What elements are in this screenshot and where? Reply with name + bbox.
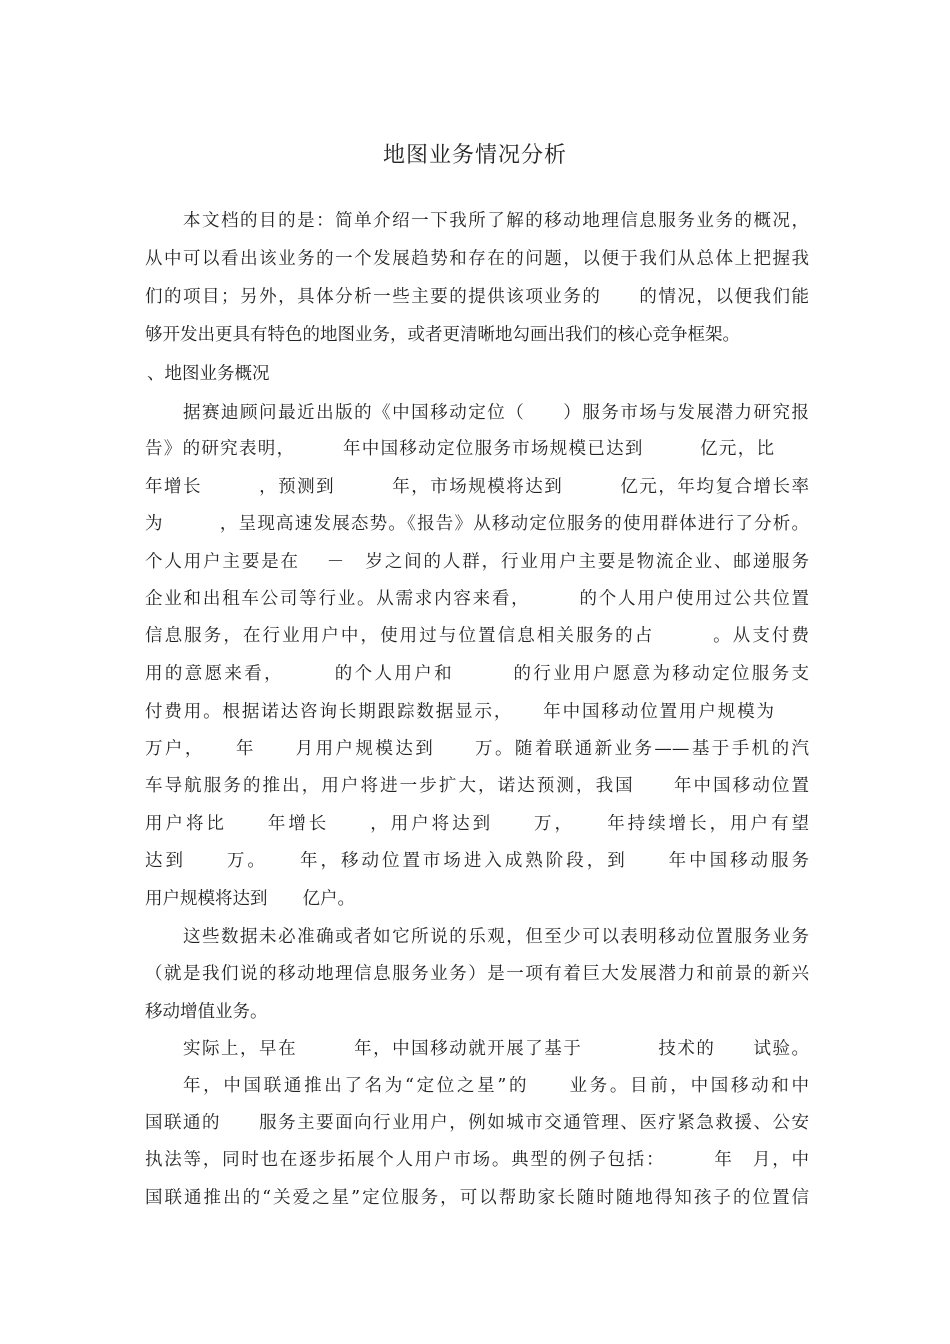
paragraph-line: 据赛迪顾问最近出版的《中国移动定位（ ）服务市场与发展潜力研究报 bbox=[183, 403, 809, 423]
paragraph-line: 移动增值业务。 bbox=[145, 1002, 268, 1022]
document-title: 地图业务情况分析 bbox=[382, 143, 567, 168]
paragraph-line: 年，中国联通推出了名为“定位之星”的 业务。目前，中国移动和中 bbox=[183, 1076, 809, 1096]
paragraph-line: 从中可以看出该业务的一个发展趋势和存在的问题，以便于我们从总体上把握我 bbox=[145, 249, 809, 269]
paragraph-line: （就是我们说的移动地理信息服务业务）是一项有着巨大发展潜力和前景的新兴 bbox=[145, 964, 809, 984]
paragraph-line: 为 ，呈现高速发展态势。《报告》从移动定位服务的使用群体进行了分析。 bbox=[145, 514, 809, 534]
paragraph-line: 本文档的目的是：简单介绍一下我所了解的移动地理信息服务业务的概况， bbox=[183, 211, 809, 231]
paragraph-line: 付费用。根据诺达咨询长期跟踪数据显示， 年中国移动位置用户规模为 bbox=[145, 702, 809, 722]
paragraph-line: 信息服务，在行业用户中，使用过与位置信息相关服务的占 。从支付费 bbox=[145, 626, 809, 646]
paragraph-line: 告》的研究表明， 年中国移动定位服务市场规模已达到 亿元，比 bbox=[145, 439, 809, 459]
paragraph-line: 执法等，同时也在逐步拓展个人用户市场。典型的例子包括： 年 月，中 bbox=[145, 1150, 809, 1170]
paragraph-line: 用的意愿来看， 的个人用户和 的行业用户愿意为移动定位服务支 bbox=[145, 664, 809, 684]
paragraph-line: 实际上，早在 年，中国移动就开展了基于 技术的 试验。 bbox=[183, 1039, 809, 1059]
paragraph-line: 用户规模将达到 亿户。 bbox=[145, 889, 355, 909]
paragraph-line: 车导航服务的推出，用户将进一步扩大，诺达预测，我国 年中国移动位置 bbox=[145, 776, 809, 796]
paragraph-line: 们的项目；另外，具体分析一些主要的提供该项业务的 的情况，以便我们能 bbox=[145, 287, 809, 307]
paragraph-line: 达到 万。 年，移动位置市场进入成熟阶段，到 年中国移动服务 bbox=[145, 851, 809, 871]
paragraph-line: 个人用户主要是在 － 岁之间的人群，行业用户主要是物流企业、邮递服务 bbox=[145, 552, 809, 572]
paragraph-line: 万户， 年 月用户规模达到 万。随着联通新业务——基于手机的汽 bbox=[145, 739, 809, 759]
section-heading: 、地图业务概况 bbox=[147, 364, 270, 384]
paragraph-line: 这些数据未必准确或者如它所说的乐观，但至少可以表明移动位置服务业务 bbox=[183, 927, 809, 947]
paragraph-line: 够开发出更具有特色的地图业务，或者更清晰地勾画出我们的核心竞争框架。 bbox=[145, 325, 740, 345]
paragraph-line: 企业和出租车公司等行业。从需求内容来看， 的个人用户使用过公共位置 bbox=[145, 589, 809, 609]
paragraph-line: 国联通推出的“关爱之星”定位服务，可以帮助家长随时随地得知孩子的位置信 bbox=[145, 1188, 809, 1208]
paragraph-line: 国联通的 服务主要面向行业用户，例如城市交通管理、医疗紧急救援、公安 bbox=[145, 1113, 809, 1133]
paragraph-line: 年增长 ，预测到 年，市场规模将达到 亿元，年均复合增长率 bbox=[145, 477, 809, 497]
paragraph-line: 用户将比 年增长 ，用户将达到 万， 年持续增长，用户有望 bbox=[145, 814, 809, 834]
